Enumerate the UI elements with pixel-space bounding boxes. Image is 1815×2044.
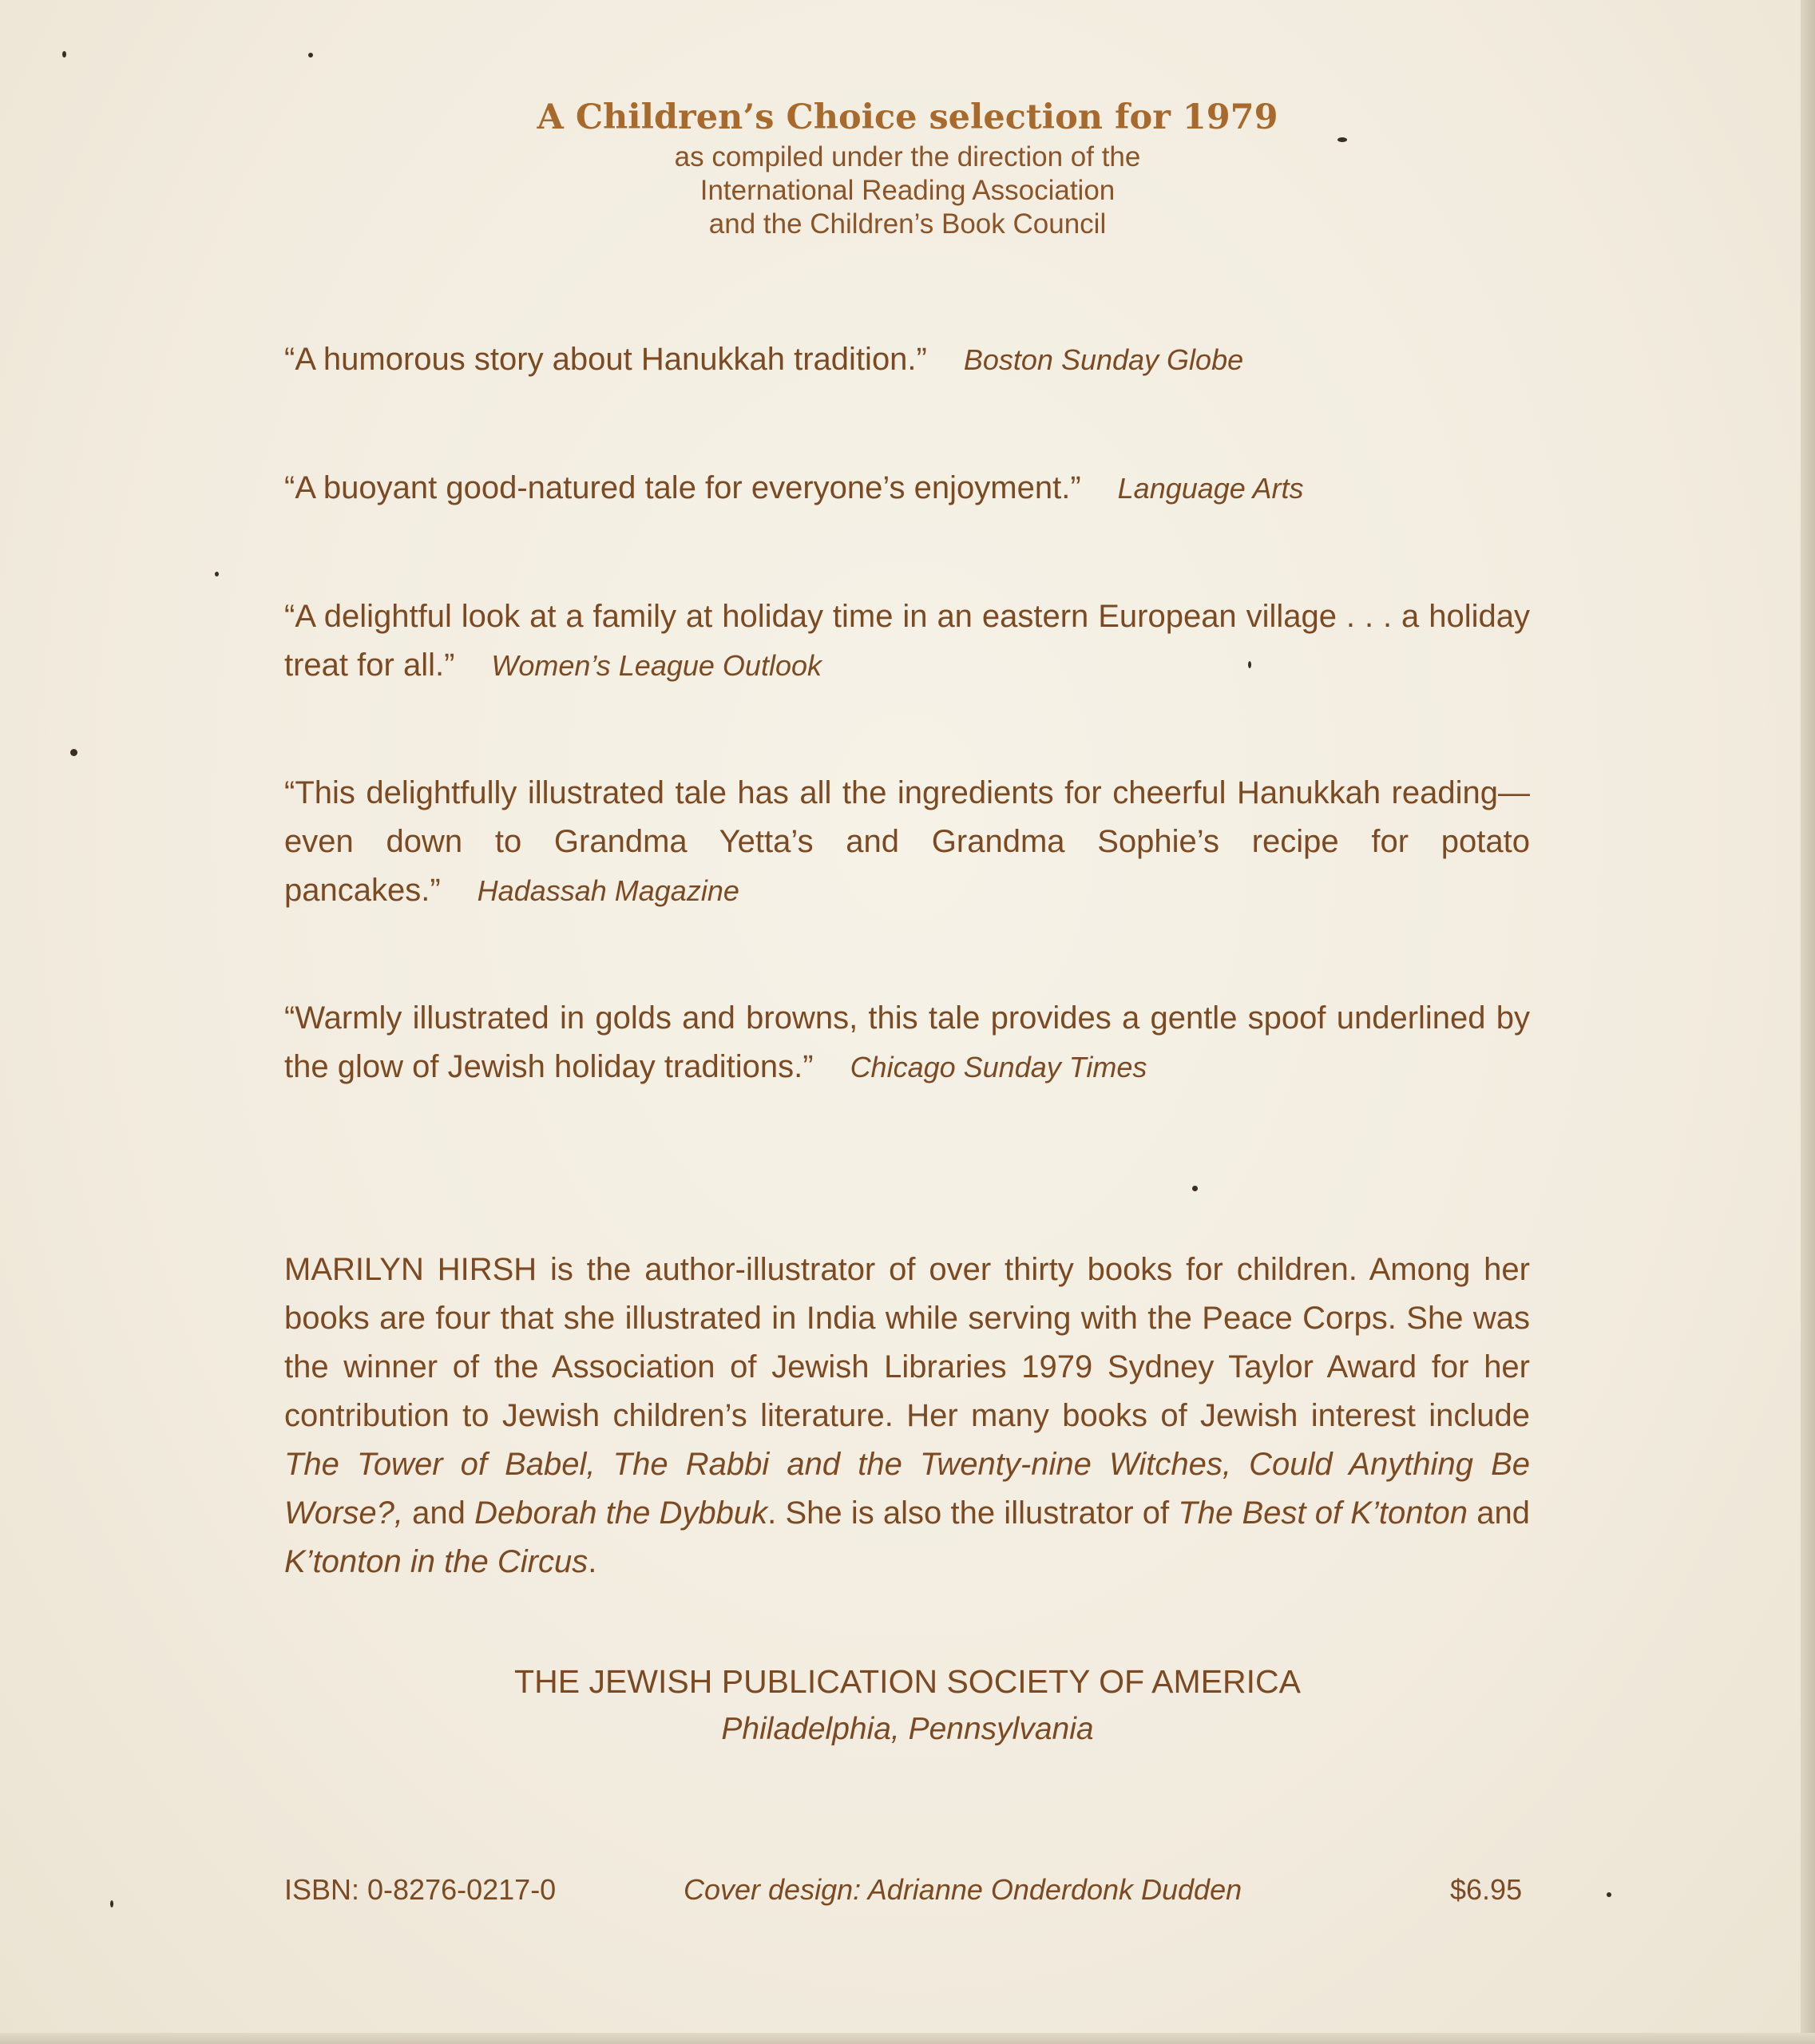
cover-edge-right (1801, 0, 1815, 2044)
author-bio (284, 1246, 1530, 1586)
award-title: A Children’s Choice selection for 1979 (537, 97, 1278, 137)
publisher-city: Philadelphia, Pennsylvania (721, 1712, 1094, 1746)
review-quote-5 (284, 994, 1530, 1091)
bio-book-ktonton-circus: K’tonton in the Circus (284, 1544, 588, 1579)
bio-book-titles: The Tower of Babel, The Rabbi and the Twenty-nine Witches, Could Anything Be Worse?, (284, 1447, 1530, 1531)
cover-edge-bottom (0, 2033, 1815, 2044)
review-source: Chicago Sunday Times (850, 1051, 1147, 1083)
bio-and-2: and (1468, 1495, 1530, 1531)
paper-speck (110, 1900, 113, 1907)
review-text: “This delightfully illustrated tale has all the ingredients for cheerful Hanukkah reading—even down to Grandma Yetta’s and Grandma Sophie’s recipe for potato pancakes.” (284, 775, 1530, 908)
paper-speck (1192, 1186, 1198, 1191)
review-quote-1 (284, 335, 1530, 384)
review-source: Women’s League Outlook (491, 649, 822, 682)
price: $6.95 (1450, 1873, 1523, 1906)
award-line-1: as compiled under the direction of the (674, 141, 1141, 172)
bio-mid: . She is also the illustrator of (767, 1495, 1179, 1531)
review-text: “Warmly illustrated in golds and browns, this tale provides a gentle spoof underlined by the glow of Jewish holiday traditions.” (284, 1000, 1530, 1084)
bio-and: and (402, 1495, 475, 1531)
paper-speck (1248, 661, 1251, 668)
paper-speck (308, 53, 313, 57)
publisher-name: THE JEWISH PUBLICATION SOCIETY OF AMERICA (514, 1663, 1301, 1700)
review-source: Boston Sunday Globe (963, 343, 1244, 376)
bio-end: . (588, 1544, 597, 1579)
bio-book-dybbuk: Deborah the Dybbuk (474, 1495, 768, 1531)
review-quote-3 (284, 592, 1530, 690)
cover-design-credit: Cover design: Adrianne Onderdonk Dudden (684, 1873, 1242, 1906)
review-source: Hadassah Magazine (477, 874, 739, 907)
paper-speck (62, 51, 66, 57)
paper-speck (1607, 1892, 1611, 1897)
paper-speck (1337, 137, 1347, 142)
publisher-block (0, 1658, 1815, 1753)
paper-speck (70, 749, 77, 756)
review-quote-4 (284, 769, 1530, 915)
review-text: “A delightful look at a family at holiday time in an eastern European village . . . a holiday treat for all.” (284, 599, 1530, 683)
bio-book-best-of-ktonton: The Best of K’tonton (1178, 1495, 1468, 1531)
review-source: Language Arts (1117, 472, 1304, 505)
isbn: ISBN: 0-8276-0217-0 (284, 1873, 557, 1906)
paper-speck (215, 572, 219, 576)
award-block (0, 94, 1815, 241)
review-quote-2 (284, 464, 1530, 513)
review-text: “A humorous story about Hanukkah tradition.” (284, 342, 927, 377)
award-line-2: International Reading Association (699, 175, 1116, 206)
review-text: “A buoyant good-natured tale for everyone’s enjoyment.” (284, 470, 1081, 505)
award-line-3: and the Children’s Book Council (708, 208, 1107, 240)
bio-intro: MARILYN HIRSH is the author-illustrator of over thirty books for children. Among her books are four that she illustrated in India while serving with the Peace Corps. She was the winner of the Association of Jewish Libraries 1979 Sydney Taylor Award for her contribution to Jewish children’s literature. Her many books of Jewish interest include (284, 1252, 1530, 1433)
